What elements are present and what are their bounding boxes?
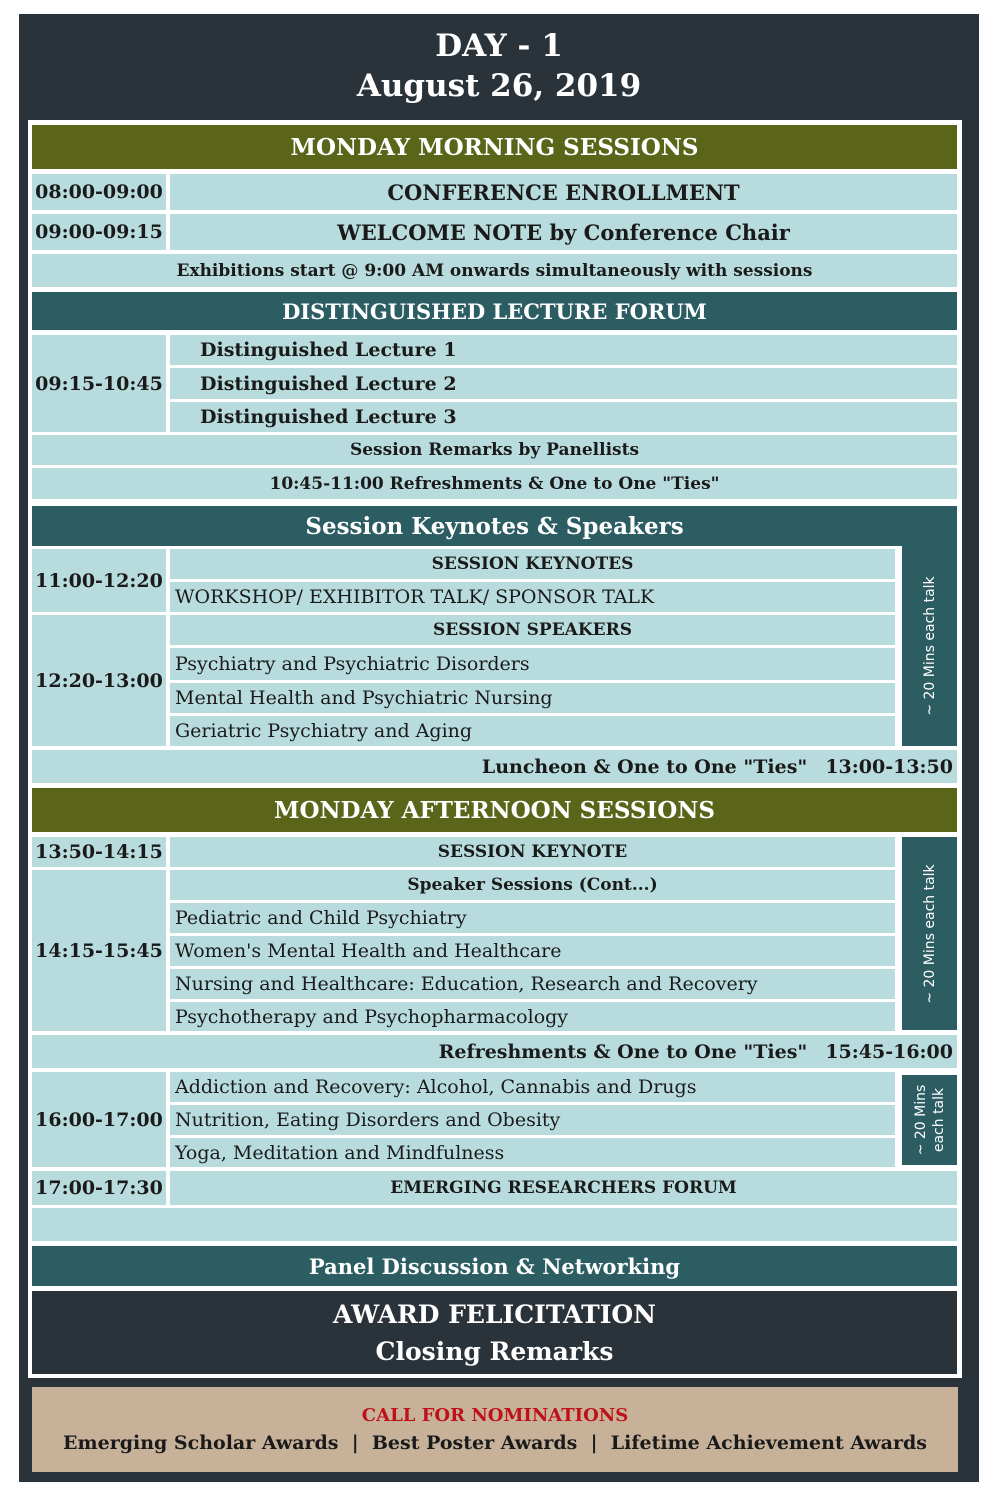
panel-discussion-header: Panel Discussion & Networking <box>32 1246 957 1286</box>
morning-sessions-header: MONDAY MORNING SESSIONS <box>32 125 957 169</box>
welcome-note-label: WELCOME NOTE by Conference Chair <box>170 214 957 250</box>
session-topic: Geriatric Psychiatry and Aging <box>170 716 895 746</box>
session-keynote-heading: SESSION KEYNOTE <box>170 837 895 867</box>
time-slot: 09:15-10:45 <box>32 335 166 432</box>
lecture-forum-header: DISTINGUISHED LECTURE FORUM <box>32 292 957 330</box>
session-topic: WORKSHOP/ EXHIBITOR TALK/ SPONSOR TALK <box>170 582 895 612</box>
session-topic: Psychiatry and Psychiatric Disorders <box>170 648 895 680</box>
time-slot: 12:20-13:00 <box>32 615 166 746</box>
lecture-item: Distinguished Lecture 1 <box>170 335 957 365</box>
lecture-item: Distinguished Lecture 2 <box>170 368 957 399</box>
time-slot: 17:00-17:30 <box>32 1171 166 1205</box>
luncheon-time: 13:00-13:50 <box>825 755 953 778</box>
session-speakers-heading: SESSION SPEAKERS <box>170 615 895 645</box>
awards-list: Emerging Scholar Awards | Best Poster Awards | Lifetime Achievement Awards <box>63 1432 927 1454</box>
talk-duration-text: ~ 20 Mins each talk <box>921 863 938 1004</box>
date-label: August 26, 2019 <box>356 68 642 104</box>
session-topic: Nursing and Healthcare: Education, Research and Recovery <box>170 969 895 999</box>
closing-remarks: Closing Remarks <box>375 1336 614 1366</box>
time-slot: 16:00-17:00 <box>32 1072 166 1167</box>
talk-duration-note <box>902 1075 957 1165</box>
session-topic: Women's Mental Health and Healthcare <box>170 936 895 966</box>
afternoon-sessions-header: MONDAY AFTERNOON SESSIONS <box>32 788 957 832</box>
closing-block <box>32 1291 957 1374</box>
talk-duration-text: ~ 20 Mins each talk <box>912 1084 947 1156</box>
time-slot: 14:15-15:45 <box>32 870 166 1031</box>
blank-row <box>32 1208 957 1241</box>
day-label: DAY - 1 <box>435 28 563 64</box>
refreshments-time: 15:45-16:00 <box>825 1040 953 1063</box>
time-slot: 13:50-14:15 <box>32 837 166 867</box>
session-topic: Psychotherapy and Psychopharmacology <box>170 1002 895 1031</box>
luncheon-label: Luncheon & One to One "Ties" <box>481 755 808 778</box>
lecture-item: Distinguished Lecture 3 <box>170 402 957 432</box>
session-topic: Pediatric and Child Psychiatry <box>170 903 895 933</box>
panellist-remarks: Session Remarks by Panellists <box>32 435 957 465</box>
session-topic: Mental Health and Psychiatric Nursing <box>170 683 895 713</box>
nominations-title: CALL FOR NOMINATIONS <box>361 1405 629 1426</box>
time-slot: 09:00-09:15 <box>32 214 166 250</box>
refreshments-break: 10:45-11:00 Refreshments & One to One "Ties" <box>32 468 957 499</box>
talk-duration-note <box>902 546 957 746</box>
talk-duration-text: ~ 20 Mins each talk <box>921 576 938 716</box>
session-topic: Yoga, Meditation and Mindfulness <box>170 1138 895 1167</box>
exhibitions-note: Exhibitions start @ 9:00 AM onwards simultaneously with sessions <box>32 254 957 287</box>
time-slot: 11:00-12:20 <box>32 549 166 612</box>
speaker-sessions-heading: Speaker Sessions (Cont...) <box>170 870 895 900</box>
session-topic: Addiction and Recovery: Alcohol, Cannabis and Drugs <box>170 1072 895 1102</box>
luncheon-row <box>32 750 957 783</box>
talk-duration-note <box>902 837 957 1030</box>
refreshments-row <box>32 1035 957 1068</box>
time-slot: 08:00-09:00 <box>32 174 166 210</box>
emerging-researchers-forum: EMERGING RESEARCHERS FORUM <box>170 1171 957 1205</box>
nominations-box <box>32 1387 958 1472</box>
session-keynotes-heading: SESSION KEYNOTES <box>170 549 895 579</box>
session-topic: Nutrition, Eating Disorders and Obesity <box>170 1105 895 1135</box>
enrollment-label: CONFERENCE ENROLLMENT <box>170 174 957 210</box>
refreshments-label: Refreshments & One to One "Ties" <box>438 1040 808 1063</box>
page-title <box>19 26 979 106</box>
award-felicitation: AWARD FELICITATION <box>332 1299 657 1329</box>
keynotes-speakers-header: Session Keynotes & Speakers <box>32 506 957 546</box>
